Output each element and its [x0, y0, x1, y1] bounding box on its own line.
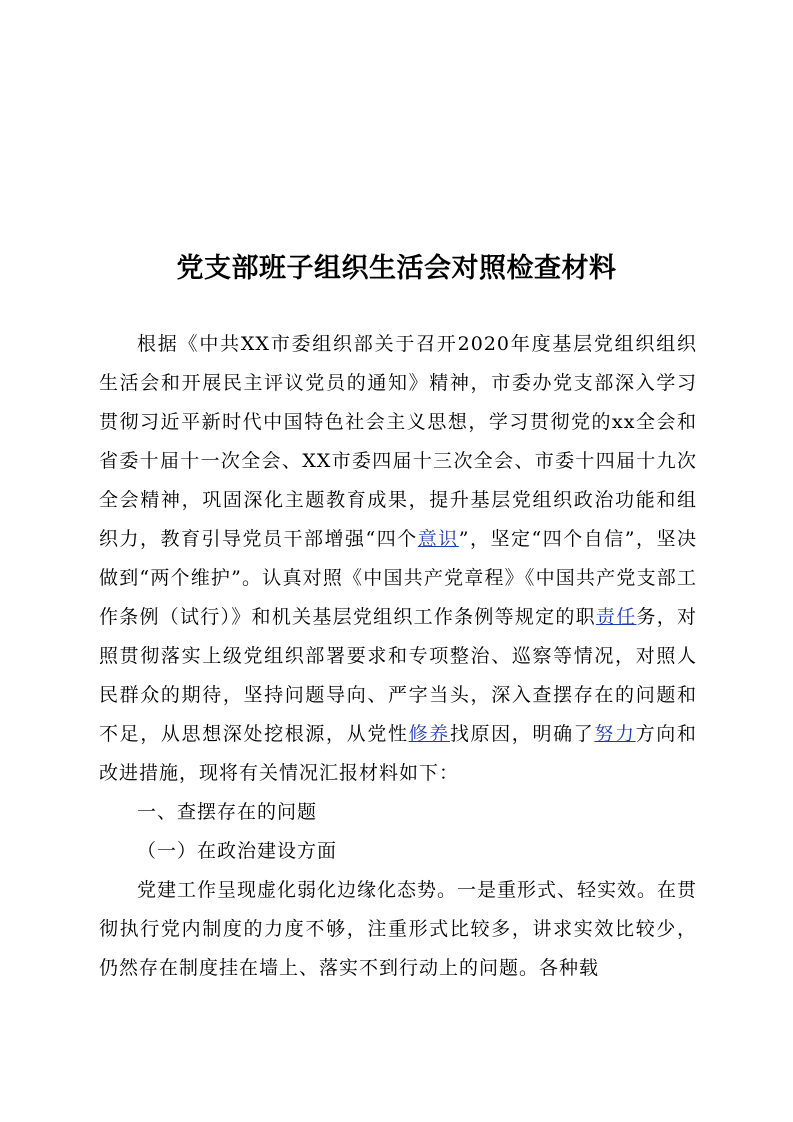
- intro-text-part4: 找原因，明确了: [449, 723, 595, 745]
- intro-paragraph: [99, 325, 697, 793]
- document-body: [99, 325, 697, 988]
- body-paragraph: 党建工作呈现虚化弱化边缘化态势。一是重形式、轻实效。在贯彻执行党内制度的力度不够，注重形式比较多，讲求实效比较少，仍然存在制度挂在墙上、落实不到行动上的问题。各种载: [99, 879, 698, 979]
- link-zeren[interactable]: 责任: [595, 606, 637, 628]
- link-yishi[interactable]: 意识: [417, 528, 459, 550]
- section-heading-problems: 一、查摆存在的问题: [137, 801, 318, 823]
- intro-text-part2: ”，坚定“四个自信”，坚决做到“两个维护”。认真对照《中国共产党章程》《中国共产党支部工作条例（试行）》和机关基层党组织工作条例等规定的职: [99, 528, 697, 628]
- document-title: 党支部班子组织生活会对照检查材料: [176, 253, 617, 284]
- intro-text-part5: 方向和改进措施，现将有关情况汇报材料如下：: [99, 723, 697, 784]
- intro-text-part3: 务，对照贯彻落实上级党组织部署要求和专项整治、巡察等情况，对照人民群众的期待，坚持问题导向、严字当头，深入查摆存在的问题和不足，从思想深处挖根源，从党性: [99, 606, 697, 745]
- link-nuli[interactable]: 努力: [594, 723, 636, 745]
- intro-text-part1: 根据《中共XX市委组织部关于召开2020年度基层党组织组织生活会和开展民主评议党员的通知》精神，市委办党支部深入学习贯彻习近平新时代中国特色社会主义思想，学习贯彻党的xx全会和省委十届十一次全会、XX市委四届十三次全会、市委十四届十九次全会精神，巩固深化主题教育成果，提升基层党组织政治功能和组织力，教育引导党员干部增强“四个: [99, 333, 697, 550]
- subsection-heading-political: （一）在政治建设方面: [137, 840, 338, 862]
- link-xiuyang[interactable]: 修养: [408, 723, 450, 745]
